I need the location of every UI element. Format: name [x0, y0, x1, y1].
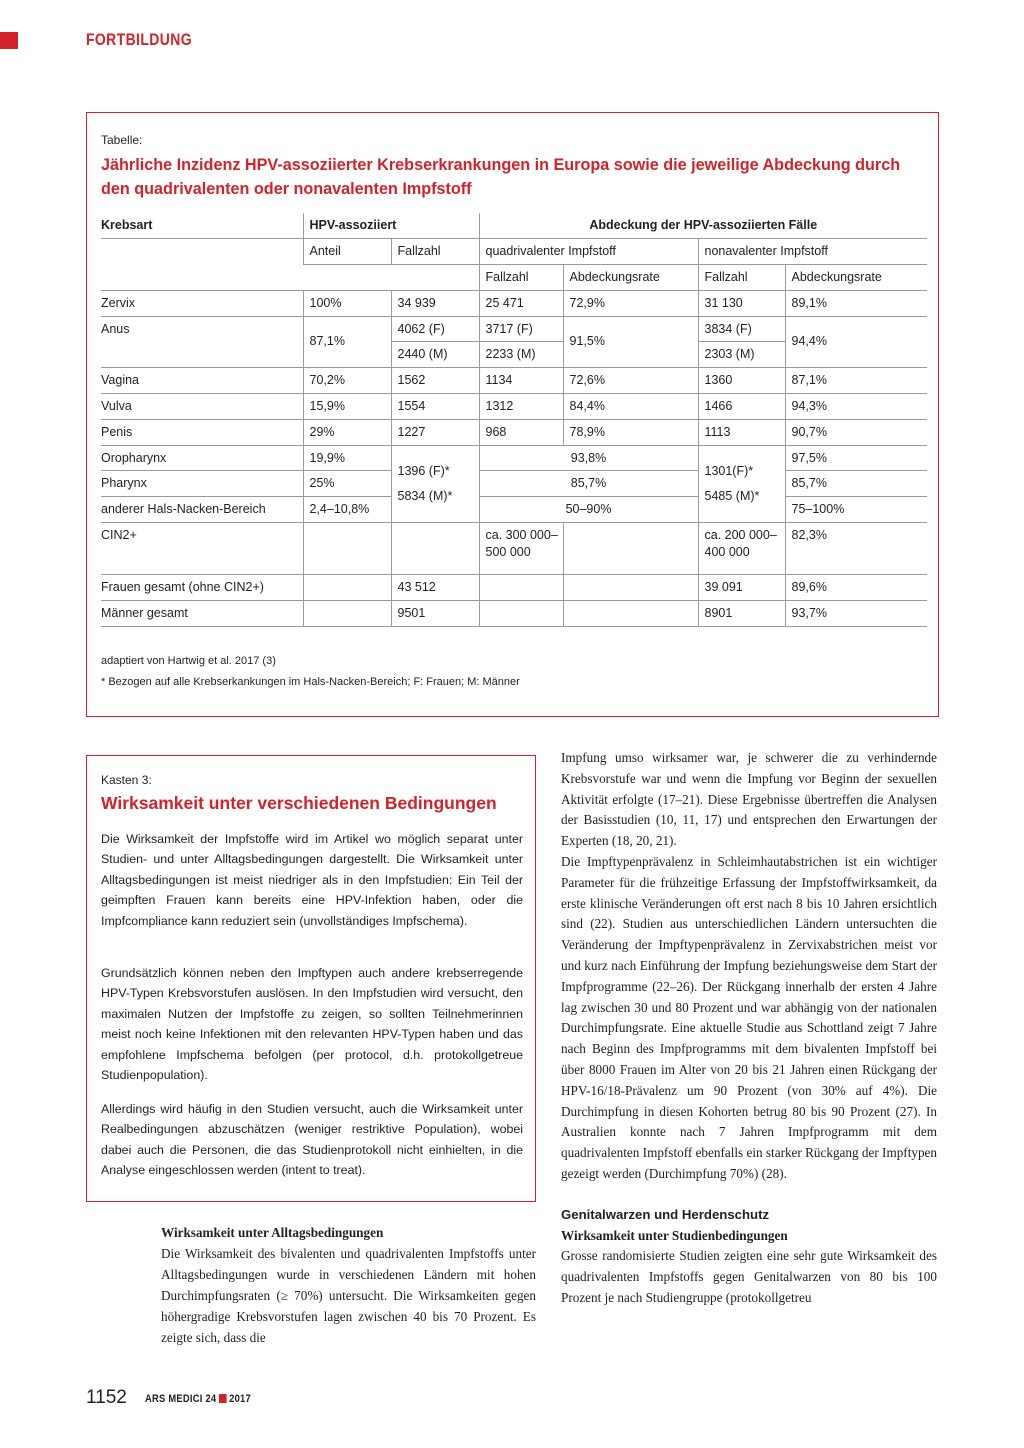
table-footnote-star: * Bezogen auf alle Krebserkankungen im Hals-Nacken-Bereich; F: Frauen; M: Männer: [101, 676, 520, 688]
info-box-label: Kasten 3:: [101, 773, 152, 787]
table-row: Zervix 100% 34 939 25 471 72,9% 31 130 89,1%: [101, 290, 927, 316]
table-row: Anus 87,1% 4062 (F) 3717 (F) 91,5% 3834 (F) 94,4%: [101, 316, 927, 342]
table-row: Oropharynx 19,9% 1396 (F)* 5834 (M)* 93,8% 1301(F)* 5485 (M)* 97,5%: [101, 445, 927, 471]
left-body-text: Die Wirksamkeit des bivalenten und quadrivalenten Impfstoffs unter Alltagsbedingungen wurde in verschiedenen Ländern mit hohen Durchimpfungsraten (≥ 70%) untersucht. Die Wirksamkeiten gegen höhergradige Krebsvorstufen lagen zwischen 40 bis 70 Prozent. Es zeigte sich, dass die: [161, 1246, 536, 1345]
table-row: Frauen gesamt (ohne CIN2+) 43 512 39 091 89,6%: [101, 575, 927, 601]
table-label: Tabelle:: [101, 133, 143, 147]
head-neck-fallzahl: 1396 (F)* 5834 (M)*: [391, 445, 479, 522]
right-heading: Genitalwarzen und Herdenschutz: [561, 1206, 770, 1222]
section-marker: [0, 32, 18, 49]
journal-name: ARS MEDICI 24: [145, 1393, 217, 1405]
table-footnote-source: adaptiert von Hartwig et al. 2017 (3): [101, 655, 276, 667]
col-quad-fallzahl: Fallzahl: [479, 265, 563, 291]
section-header: FORTBILDUNG: [86, 30, 192, 49]
table-row: Vulva 15,9% 1554 1312 84,4% 1466 94,3%: [101, 394, 927, 420]
table-row: Pharynx 25% 85,7% 85,7%: [101, 471, 927, 497]
col-abdeckung: Abdeckung der HPV-assoziierten Fälle: [479, 213, 927, 239]
col-hpv-assoziiert: HPV-assoziiert: [303, 213, 479, 239]
col-quadrivalent: quadrivalenter Impfstoff: [479, 239, 698, 265]
table-title: Jährliche Inzidenz HPV-assoziierter Krebserkrankungen in Europa sowie die jeweilige Abdeckung durch den quadrivalenten oder nonavalenten Impfstoff: [101, 156, 901, 198]
info-box-paragraph: Die Wirksamkeit der Impfstoffe wird im Artikel wo möglich separat unter Studien- und unter Alltagsbedingungen dargestellt. Die Wirksamkeit unter Alltagsbedingungen ist meist niedriger als in den Impfstudien: Ein Teil der geimpften Frauen kann bereits eine HPV-Infektion haben, oder die Impfcompliance kann reduziert sein (unvollständiges Impfschema).: [101, 832, 523, 928]
table-header-row: [101, 213, 927, 239]
info-box-paragraph: Allerdings wird häufig in den Studien versucht, auch die Wirksamkeit unter Realbedingungen abzuschätzen (weniger restriktive Population), wobei dabei auch die Personen, die das Studienprotokoll nicht einhielten, in die Analyse eingeschlossen werden (intent to treat).: [101, 1102, 523, 1178]
journal-footer: [145, 1393, 251, 1405]
col-anteil: Anteil: [303, 239, 391, 265]
table-subheader-row-2: [101, 265, 927, 291]
table-subheader-row: [101, 239, 927, 265]
info-box-paragraph: Grundsätzlich können neben den Impftypen auch andere krebserregende HPV-Typen Krebsvorstufen auslösen. In den Impfstudien wird versucht, den maximalen Nutzen der Impfstoffe zu zeigen, so sollten Teilnehmerinnen meist noch keine Infektionen mit den relevanten HPV-Typen haben und das empfohlene Impfschema befolgen (per protocol, d.h. protokollgetreue Studienpopulation).: [101, 966, 523, 1083]
col-nona-rate: Abdeckungsrate: [785, 265, 927, 291]
info-box: [86, 755, 536, 1202]
table-row: CIN2+ ca. 300 000– 500 000 ca. 200 000– 400 000 82,3%: [101, 523, 927, 575]
table-row: 2440 (M) 2233 (M) 2303 (M): [101, 342, 927, 368]
incidence-table: [101, 213, 927, 627]
info-box-title: Wirksamkeit unter verschiedenen Bedingungen: [101, 793, 497, 813]
left-subheading: Wirksamkeit unter Alltagsbedingungen: [161, 1225, 384, 1240]
page-number: 1152: [86, 1387, 127, 1408]
journal-year: 2017: [229, 1393, 251, 1405]
col-nonavalent: nonavalenter Impfstoff: [698, 239, 927, 265]
right-subheading: Wirksamkeit unter Studienbedingungen: [561, 1227, 788, 1243]
col-quad-rate: Abdeckungsrate: [563, 265, 698, 291]
table-row: anderer Hals-Nacken-Bereich 2,4–10,8% 50–90% 75–100%: [101, 497, 927, 523]
table-row: Männer gesamt 9501 8901 93,7%: [101, 600, 927, 626]
left-column: [161, 1222, 536, 1348]
footer-square-icon: [219, 1394, 227, 1403]
col-krebsart: Krebsart: [101, 213, 303, 239]
head-neck-nona-fallzahl: 1301(F)* 5485 (M)*: [698, 445, 785, 522]
table-row: Vagina 70,2% 1562 1134 72,6% 1360 87,1%: [101, 368, 927, 394]
col-nona-fallzahl: Fallzahl: [698, 265, 785, 291]
right-paragraph: Die Impftypenprävalenz in Schleimhautabstrichen ist ein wichtiger Parameter für die frühzeitige Erfassung der Impfstoffwirksamkeit, da erste klinische Veränderungen oft erst nach 8 bis 10 Jahren ersichtlich sind (22). Studien aus unterschiedlichen Ländern untersuchten die Veränderung der Impftypenprävalenz in Zervixabstrichen meist vor und kurz nach Einführung der Impfung beziehungsweise dem Start der Impfprogramme (22–26). Der Rückgang innerhalb der ersten 4 Jahre lag zwischen 30 und 80 Prozent und war abhängig von der nationalen Durchimpfungsrate. Eine aktuelle Studie aus Schottland zeigt 7 Jahre nach Beginn des Impfprogramms mit dem bivalenten Impfstoff bei über 8000 Frauen im Alter von 20 bis 21 Jahren einen Rückgang der HPV-16/18-Prävalenz um 90 Prozent (von 30% auf 4%). Die Durchimpfung in diesen Kohorten betrug 80 bis 90 Prozent (27). In Australien konnte nach 7 Jahren Impfprogramm mit dem quadrivalenten Impfstoff ebenfalls ein starker Rückgang der Impftypen gezeigt werden (Durchimpfung 70%) (28).: [561, 853, 937, 1181]
right-paragraph: Grosse randomisierte Studien zeigten eine sehr gute Wirksamkeit des quadrivalenten Impfstoffs gegen Genitalwarzen von 80 bis 100 Prozent je nach Studiengruppe (protokollgetreu: [561, 1248, 937, 1305]
col-fallzahl: Fallzahl: [391, 239, 479, 265]
table-box: [86, 112, 939, 717]
table-row: Penis 29% 1227 968 78,9% 1113 90,7%: [101, 419, 927, 445]
right-column: [561, 748, 937, 1309]
right-paragraph: Impfung umso wirksamer war, je schwerer die zu verhindernde Krebsvorstufe war und wenn die Impfung vor Beginn der sexuellen Aktivität erfolgte (17–21). Diese Ergebnisse übertreffen die Analysen der Basisstudien (10, 11, 17) und entsprechen den Erwartungen der Experten (18, 20, 21).: [561, 750, 937, 849]
